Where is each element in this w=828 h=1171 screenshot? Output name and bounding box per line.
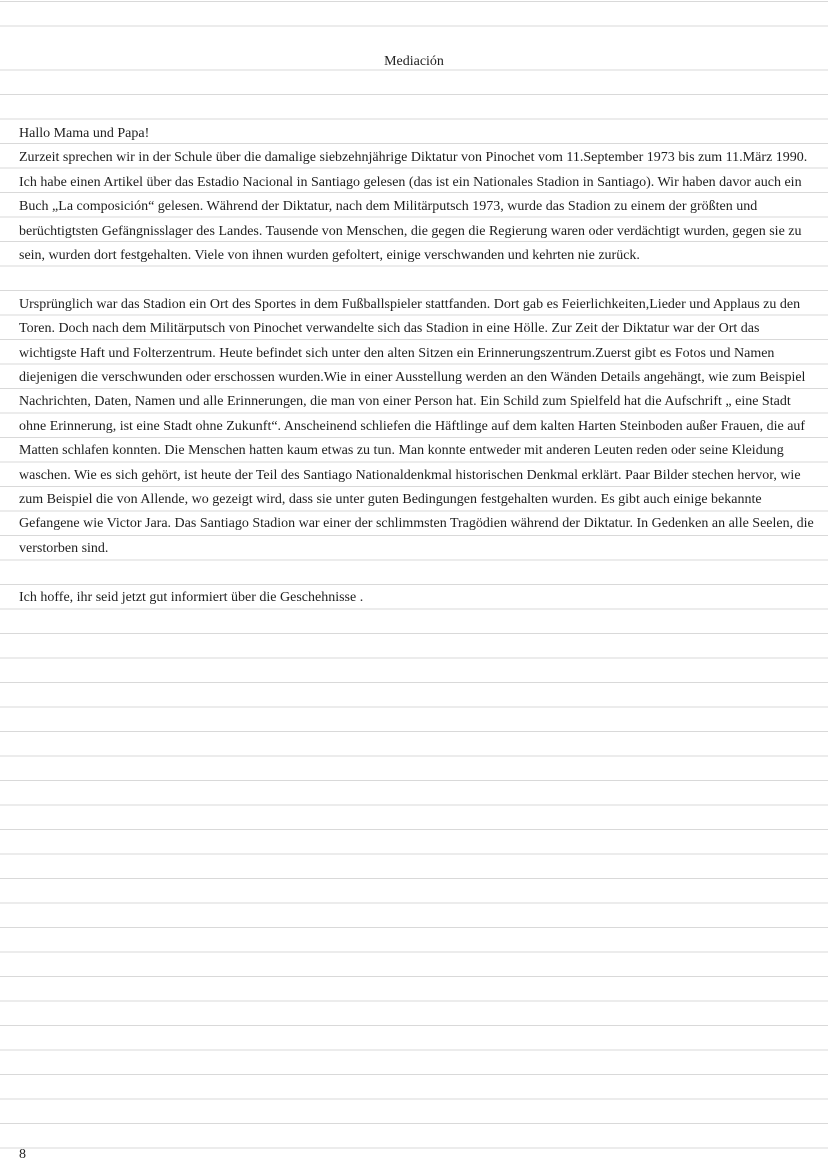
page-title: Mediación [384, 54, 444, 69]
paragraph-1: Zurzeit sprechen wir in der Schule über die damalige siebzehnjährige Diktatur von Pinochet vom 11.September 1973 bis zum 11.März 1990. Ich habe einen Artikel über das Estadio Nacional in Santiago gelesen (das ist ein Nationales Stadion in Santiago). Wir haben davor auch ein Buch „La composición“ gelesen. Während der Diktatur, nach dem Militärputsch 1973, wurde das Stadion zu einem der größten und berüchtigtsten Gefängnisslager des Landes. Tausende von Menschen, die gegen die Regierung waren oder verdächtigt wurden, gegen sie zu sein, wurden dort festgehalten. Viele von ihnen wurden gefoltert, einige verschwanden und kehrten nie zurück. [19, 150, 808, 264]
paragraph-2: Ursprünglich war das Stadion ein Ort des Sportes in dem Fußballspieler stattfanden. Dort gab es Feierlichkeiten,Lieder und Applaus zu den Toren. Doch nach dem Militärputsch von Pinochet verwandelte sich das Stadion in eine Hölle. Zur Zeit der Diktatur war der Ort das wichtigste Haft und Folterzentrum. Heute befindet sich unter den alten Sitzen ein Erinnerungszentrum.Zuerst gibt es Fotos und Namen diejenigen die verschwunden oder erschossen wurden.Wie in einer Ausstellung werden an den Wänden Details angehängt, wie zum Beispiel Nachrichten, Daten, Namen und alle Erinnerungen, die man von einer Person hat. Ein Schild zum Spielfeld hat die Aufschrift „ eine Stadt ohne Erinnerung, ist eine Stadt ohne Zukunft“. Anscheinend schliefen die Häftlinge auf dem kalten Harten Steinboden außer Frauen, die auf Matten schlafen konnten. Die Menschen hatten kaum etwas zu tun. Man konnte entweder mit anderen Leuten reden oder seine Kleidung waschen. Wie es sich gehört, ist heute der Teil des Santiago Nationaldenkmal historischen Denkmal erklärt. Paar Bilder stechen hervor, wie zum Beispiel die von Allende, wo gezeigt wird, dass sie unter guten Bedingungen festgehalten wurden. Es gibt auch einige bekannte Gefangene wie Victor Jara. Das Santiago Stadion war einer der schlimmsten Tragödien während der Diktatur. In Gedenken an alle Seelen, die verstorben sind. [19, 296, 814, 556]
paragraph-closing: Ich hoffe, ihr seid jetzt gut informiert über die Geschehnisse . [19, 589, 364, 605]
paragraph-spacer [19, 561, 815, 585]
letter-body [19, 122, 815, 610]
page-number: 8 [19, 1147, 26, 1162]
letter-greeting: Hallo Mama und Papa! [19, 126, 150, 141]
paragraph-spacer [19, 268, 815, 292]
